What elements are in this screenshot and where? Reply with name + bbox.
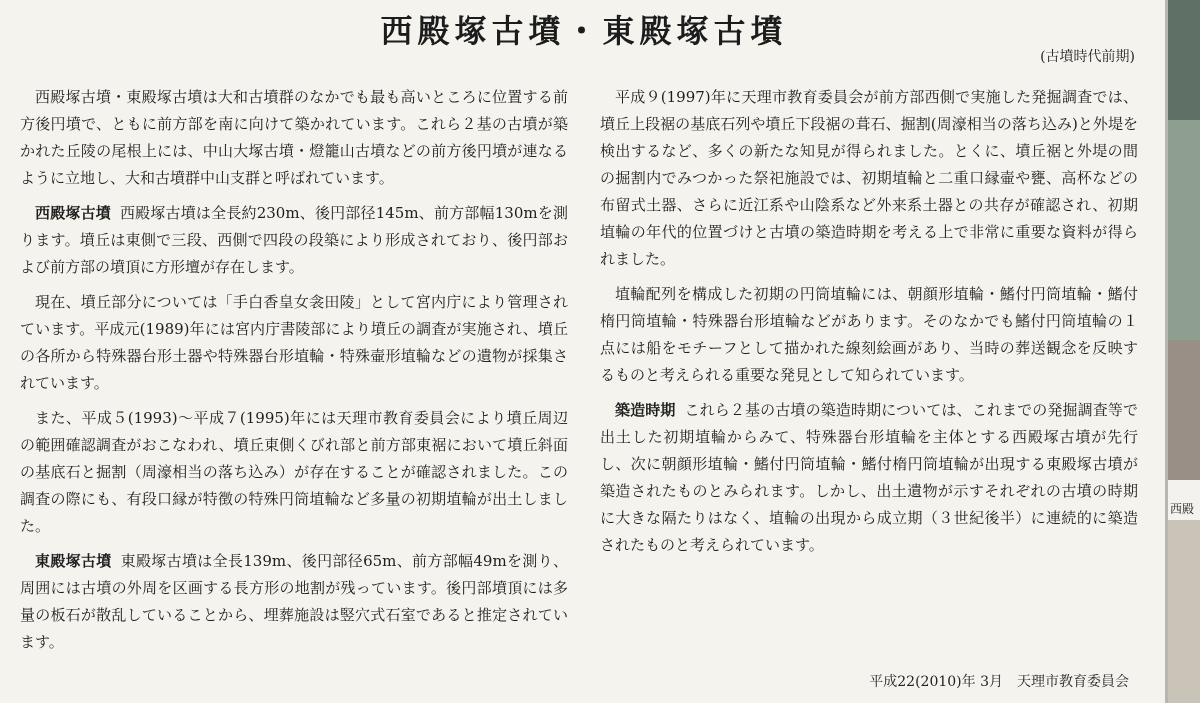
sign-title: 西殿塚古墳・東殿塚古墳 <box>380 12 788 50</box>
sign-footer: 平成22(2010)年 3月 天理市教育委員会 <box>869 674 1129 690</box>
imperial-household-paragraph: 現在、墳丘部分については「手白香皇女衾田陵」として宮内庁により管理されています。平成元(1989)年には宮内庁書陵部により墳丘の調査が実施され、墳丘の各所から特殊器台形土器や特殊器台形埴輪・特殊壷形埴輪などの遺物が採集されています。 <box>20 293 568 392</box>
era-label: (古墳時代前期) <box>1040 49 1135 65</box>
adjacent-panel-label: 西殿 <box>1170 502 1195 516</box>
right-column <box>600 84 1138 567</box>
survey-paragraph: また、平成５(1993)〜平成７(1995)年には天理市教育委員会により墳丘周辺の範囲確認調査がおこなわれ、墳丘東側くびれ部と前方部東裾において墳丘斜面の基底石と掘割（周濠相当の落ち込み）が存在することが確認されました。この調査の際にも、有段口縁が特徴の特殊円筒埴輪など多量の初期埴輪が出土しました。 <box>20 409 568 535</box>
nishitonozuka-paragraph <box>20 200 568 281</box>
excavation-paragraph: 平成９(1997)年に天理市教育委員会が前方部西側で実施した発掘調査では、墳丘上段裾の基底石列や墳丘下段裾の葺石、掘割(周濠相当の落ち込み)と外堤を検出するなど、多くの新たな知見が得られました。とくに、墳丘裾と外堤の間の掘割内でみつかった祭祀施設では、初期埴輪と二重口縁壷や甕、高杯などの布留式土器、さらに近江系や山陰系など外来系土器との共存が確認され、初期埴輪の年代的位置づけと古墳の築造時期を考える上で非常に重要な資料が得られました。 <box>600 88 1138 268</box>
higashitonozuka-heading: 東殿塚古墳 <box>35 552 112 570</box>
higashitonozuka-paragraph <box>20 548 568 656</box>
higashitonozuka-text: 東殿塚古墳は全長139m、後円部径65m、前方部幅49mを測り、周囲には古墳の外周を区画する長方形の地割が残っています。後円部墳頂には多量の板石が散乱していることから、埋葬施設は竪穴式石室であると推定されています。 <box>20 552 568 651</box>
adjacent-panel-edge <box>1168 0 1200 703</box>
construction-period-text: これら２基の古墳の築造時期については、これまでの発掘調査等で出土した初期埴輪からみて、特殊器台形埴輪を主体とする西殿塚古墳が先行し、次に朝顔形埴輪・鰭付円筒埴輪・鰭付楕円筒埴輪が出現する東殿塚古墳が築造されたものとみられます。しかし、出土遺物が示すそれぞれの古墳の時期に大きな隔たりはなく、埴輪の出現から成立期（３世紀後半）に連続的に築造されたものと考えられています。 <box>600 401 1138 554</box>
photo-edge-bottom <box>1168 520 1200 703</box>
photo-edge-lower <box>1168 340 1200 480</box>
construction-period-heading: 築造時期 <box>615 401 676 419</box>
haniwa-paragraph: 埴輪配列を構成した初期の円筒埴輪には、朝顔形埴輪・鰭付円筒埴輪・鰭付楕円筒埴輪・特殊器台形埴輪などがあります。そのなかでも鰭付円筒埴輪の１点には船をモチーフとして描かれた線刻絵画があり、当時の葬送観念を反映するものと考えられる重要な発見として知られています。 <box>600 285 1138 384</box>
nishitonozuka-text: 西殿塚古墳は全長約230m、後円部径145m、前方部幅130mを測ります。墳丘は東側で三段、西側で四段の段築により形成されており、後円部および前方部の墳頂に方形壇が存在します。 <box>20 204 568 276</box>
photo-edge-top <box>1168 0 1200 120</box>
construction-period-paragraph <box>600 397 1138 559</box>
nishitonozuka-heading: 西殿塚古墳 <box>35 204 111 222</box>
left-column <box>20 84 568 664</box>
intro-paragraph: 西殿塚古墳・東殿塚古墳は大和古墳群のなかでも最も高いところに位置する前方後円墳で、ともに前方部を南に向けて築かれています。これら２基の古墳が築かれた丘陵の尾根上には、中山大塚古墳・燈籠山古墳などの前方後円墳が連なるように立地し、大和古墳群中山支群と呼ばれています。 <box>20 88 568 187</box>
photo-edge-mid <box>1168 120 1200 340</box>
